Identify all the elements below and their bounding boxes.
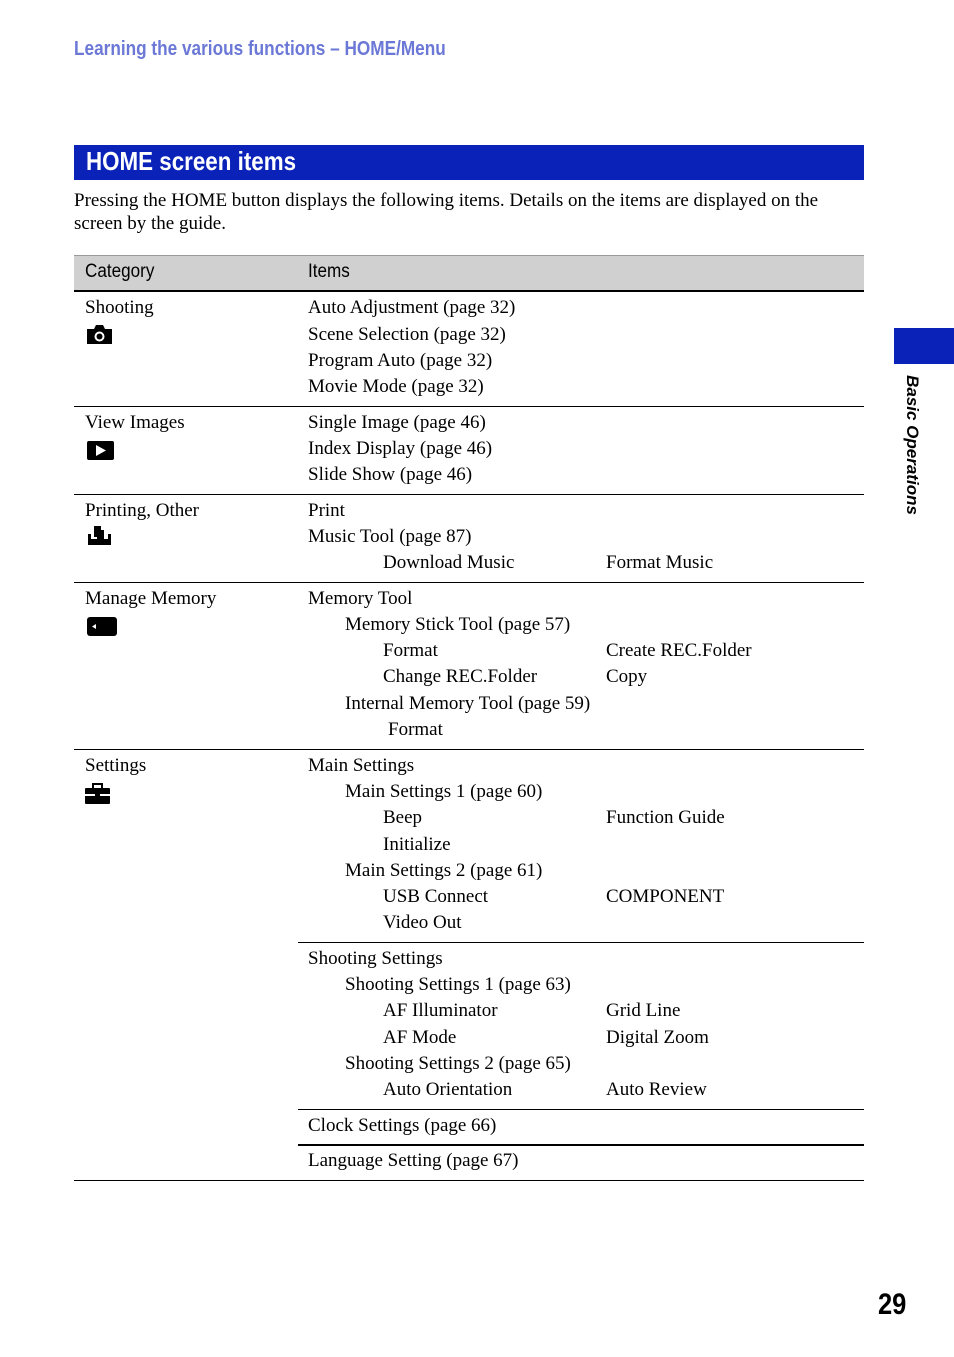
intro-paragraph: Pressing the HOME button displays the following items. Details on the items are displayed on the screen by the guide.	[74, 190, 819, 234]
category-settings: Settings	[85, 755, 147, 776]
category-printing-other: Printing, Other	[85, 500, 199, 521]
item-af-mode: AF Mode	[383, 1027, 457, 1048]
items-column-header: Items	[308, 261, 350, 282]
item-download-music: Download Music	[383, 552, 515, 573]
category-manage-memory: Manage Memory	[85, 588, 217, 609]
item-usb-connect: USB Connect	[383, 886, 489, 907]
item-function-guide: Function Guide	[606, 807, 725, 828]
item-change-rec-folder: Change REC.Folder	[383, 666, 538, 687]
item-music-tool: Music Tool (page 87)	[308, 526, 472, 547]
item-shooting-settings-1: Shooting Settings 1 (page 63)	[345, 974, 571, 995]
item-main-settings-2: Main Settings 2 (page 61)	[345, 860, 543, 881]
category-shooting: Shooting	[85, 297, 154, 318]
item-memory-stick-tool: Memory Stick Tool (page 57)	[345, 614, 571, 635]
item-main-settings-1: Main Settings 1 (page 60)	[345, 781, 543, 802]
subrow-divider	[298, 1144, 864, 1146]
item-format-music: Format Music	[606, 552, 714, 573]
item-program-auto: Program Auto (page 32)	[308, 350, 493, 371]
item-language-setting: Language Setting (page 67)	[308, 1150, 519, 1171]
item-initialize: Initialize	[383, 834, 451, 855]
item-grid-line: Grid Line	[606, 1000, 681, 1021]
row-divider	[74, 406, 864, 407]
row-divider	[74, 582, 864, 583]
item-create-rec-folder: Create REC.Folder	[606, 640, 752, 661]
subrow-divider	[298, 942, 864, 943]
running-head: Learning the various functions – HOME/Menu	[74, 38, 446, 60]
side-tab-label: Basic Operations	[903, 375, 922, 515]
playback-icon	[87, 441, 114, 460]
item-af-illuminator: AF Illuminator	[383, 1000, 498, 1021]
item-internal-memory-tool: Internal Memory Tool (page 59)	[345, 693, 591, 714]
table-bottom-rule	[74, 1180, 864, 1181]
item-copy: Copy	[606, 666, 648, 687]
item-index-display: Index Display (page 46)	[308, 438, 493, 459]
item-shooting-settings-2: Shooting Settings 2 (page 65)	[345, 1053, 571, 1074]
item-scene-selection: Scene Selection (page 32)	[308, 324, 506, 345]
item-video-out: Video Out	[383, 912, 462, 933]
item-shooting-settings: Shooting Settings	[308, 948, 443, 969]
side-tab-marker	[894, 328, 954, 364]
item-digital-zoom: Digital Zoom	[606, 1027, 709, 1048]
item-clock-settings: Clock Settings (page 66)	[308, 1115, 497, 1136]
item-memory-tool: Memory Tool	[308, 588, 413, 609]
item-single-image: Single Image (page 46)	[308, 412, 486, 433]
item-slide-show: Slide Show (page 46)	[308, 464, 473, 485]
item-print: Print	[308, 500, 345, 521]
item-auto-adjustment: Auto Adjustment (page 32)	[308, 297, 516, 318]
item-auto-review: Auto Review	[606, 1079, 707, 1100]
section-title-bar	[74, 145, 864, 180]
section-title: HOME screen items	[86, 146, 297, 176]
category-view-images: View Images	[85, 412, 185, 433]
print-icon	[87, 526, 112, 548]
memory-card-icon	[87, 617, 117, 636]
table-header-row	[74, 255, 864, 292]
row-divider	[74, 749, 864, 750]
page-number: 29	[878, 1288, 907, 1321]
toolbox-icon	[85, 783, 110, 804]
row-divider	[74, 494, 864, 495]
item-beep: Beep	[383, 807, 423, 828]
camera-icon	[86, 324, 113, 345]
category-column-header: Category	[85, 261, 155, 282]
item-component: COMPONENT	[606, 886, 725, 907]
item-movie-mode: Movie Mode (page 32)	[308, 376, 484, 397]
item-auto-orientation: Auto Orientation	[383, 1079, 513, 1100]
subrow-divider	[298, 1109, 864, 1110]
item-main-settings: Main Settings	[308, 755, 415, 776]
item-format: Format	[383, 640, 438, 661]
item-internal-format: Format	[388, 719, 443, 740]
